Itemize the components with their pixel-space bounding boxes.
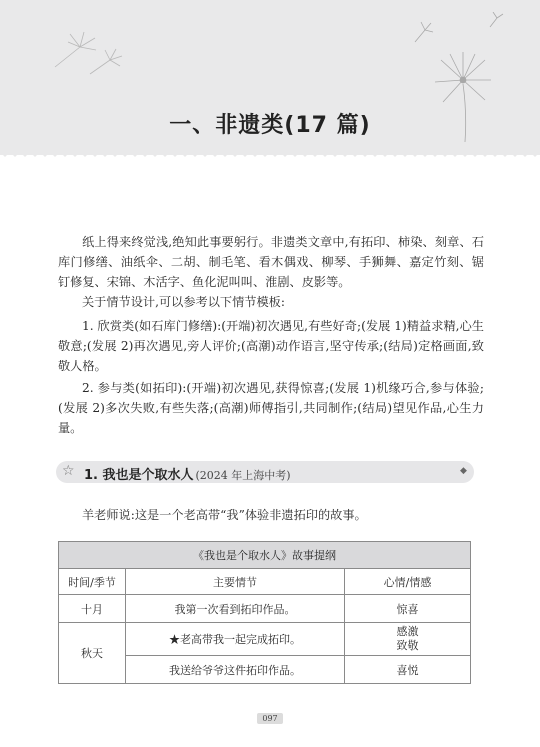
cell-emotion: 喜悦: [345, 656, 471, 684]
chapter-title: 一、非遗类(17 篇): [169, 113, 371, 138]
paragraph-template-1: 1. 欣赏类(如石库门修缮):(开端)初次遇见,有些好奇;(发展 1)精益求精,心生敬意;(发展 2)再次遇见,旁人评价;(高潮)动作语言,坚守传承;(结局)定格画面,致敬人格。: [58, 319, 484, 373]
table-caption: 《我也是个取水人》故事提纲: [59, 542, 471, 569]
header-emotion: 心情/情感: [345, 569, 471, 595]
diamond-icon: ◆: [460, 466, 467, 476]
paragraph-template-2: 2. 参与类(如拓印):(开端)初次遇见,获得惊喜;(发展 1)机缘巧合,参与体验;(发展 2)多次失败,有些失落;(高潮)师傅指引,共同制作;(结局)望见作品,心生力量。: [58, 381, 484, 435]
header-plot: 主要情节: [126, 569, 345, 595]
table-row: [59, 595, 471, 623]
cell-plot: ★老高带我一起完成拓印。: [126, 623, 345, 656]
dandelion-seeds-left-icon: [40, 22, 130, 82]
star-outline-icon: ☆: [62, 463, 75, 479]
cell-plot: 我送给爷爷这件拓印作品。: [126, 656, 345, 684]
question-title: 1. 我也是个取水人 (2024 年上海中考): [84, 468, 291, 483]
cell-emotion: 惊喜: [345, 595, 471, 623]
table-header-row: [59, 569, 471, 595]
story-outline-table: [58, 541, 471, 684]
page-number-label: 097: [257, 713, 282, 724]
cell-plot: 我第一次看到拓印作品。: [126, 595, 345, 623]
table-row: [59, 623, 471, 656]
question-source: (2024 年上海中考): [195, 469, 291, 482]
header-zigzag-edge: [0, 150, 540, 160]
question-intro: 羊老师说:这是一个老高带“我”体验非遗拓印的故事。: [82, 508, 367, 522]
page-number: [0, 714, 540, 723]
cell-time: 秋天: [59, 623, 126, 684]
cell-emotion: 感激 致敬: [345, 623, 471, 656]
paragraph-intro: 纸上得来终觉浅,绝知此事要躬行。非遗类文章中,有拓印、柿染、刻章、石库门修缮、油纸伞、二胡、制毛笔、看木偶戏、柳琴、手狮舞、嘉定竹刻、锯钉修复、宋锦、木活字、鱼化泥叫叫、淮剧、皮影等。: [58, 235, 484, 289]
header-time: 时间/季节: [59, 569, 126, 595]
cell-time: 十月: [59, 595, 126, 623]
paragraph-template-lead: 关于情节设计,可以参考以下情节模板:: [82, 295, 285, 309]
